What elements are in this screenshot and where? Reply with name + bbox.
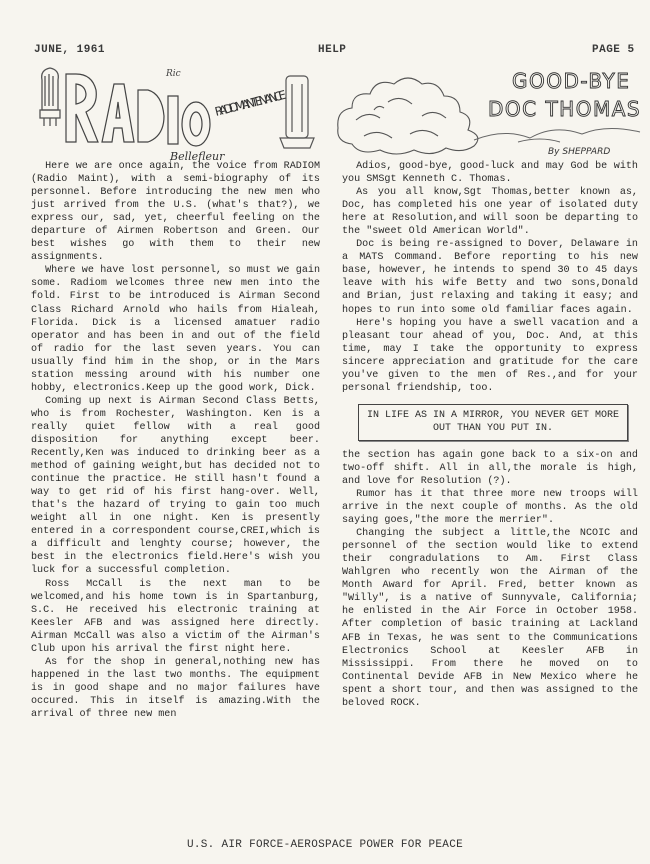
article-paragraph: As you all know,Sgt Thomas,better known as, Doc, has completed his one year of isolated duty here at Resolution,and will soon be departing to the "sweet Old American World". bbox=[342, 187, 638, 238]
article-paragraph: the section has again gone back to a six-on and two-off shift. All in all,the morale is high, and love for Resolution (?). bbox=[342, 449, 638, 487]
article-paragraph: Rumor has it that three more new troops will arrive in the next couple of months. As the old saying goes,"the more the merrier". bbox=[342, 488, 638, 527]
article-paragraph: Ross McCall is the next man to be welcomed,and his home town is in Spartanburg, S.C. He received his electronic training at Keesler AFB and was assigned here directly. Airman McCall was also a victim of the Airman's Club upon his arrival the first night here. bbox=[31, 578, 320, 655]
issue-date: JUNE, 1961 bbox=[34, 44, 106, 56]
masthead-title: RADIO MAINTENANCE bbox=[213, 87, 289, 119]
article-paragraph: As for the shop in general,nothing new has happened in the last two months. The equipment is in good shape and no major failures have occured. This in itself is amazing.With the arrival of three new men bbox=[31, 656, 320, 720]
article-paragraph: Doc is being re-assigned to Dover, Delaware in a MATS Command. Before reporting to his new base, however, he intends to spend 30 to 45 days leave with his wife Betty and two sons,Donald and Brian, just relaxing and taking it easy; and hopes to run into some old familiar faces again. bbox=[342, 239, 638, 316]
article-paragraph: Here we are once again, the voice from RADIOM (Radio Maint), with a semi-biography of its personnel. Before introducing the new men who just arrived from the U.S. (what's that?), we express our, sad, yet, cheerful feeling on the departure of Airmen Robertson and Green. Our best wishes go with them to their new assignments. bbox=[31, 161, 320, 264]
radio-maintenance-article bbox=[31, 160, 320, 721]
quote-box: IN LIFE AS IN A MIRROR, YOU NEVER GET MORE OUT THAN YOU PUT IN. bbox=[358, 404, 628, 441]
article-paragraph: Where we have lost personnel, so must we gain some. Radiom welcomes three new men into the fold. First to be introduced is Airman Second Class Richard Arnold who hails from Hialeah, Florida. Dick is a licensed amatuer radio operator and has been in and out of the field of radio for the last seven years. You can usually find him in the shop, or in the Mars station messing around with his number one hobby, electronics.Keep up the good work, Dick. bbox=[31, 265, 320, 394]
article-paragraph: Changing the subject a little,the NCOIC and personnel of the section would like to extend their congradulations to Am. First Class Wahlgren who recently won the Airman of the Month Award for April. Fred, better known as "Willy", is a native of Sunnyvale, California; he enlisted in the Air Force in October 1958. After completion of basic training at Lackland AFB in Texas, he was sent to the Communications Electronics School at Keesler AFB in Mississippi. From there he moved on to Continental Devide AFB in New Mexico where he spent a short tour, and then was assigned to the beloved ROCK. bbox=[342, 528, 638, 709]
hills-drawing bbox=[474, 128, 640, 142]
page-number: PAGE 5 bbox=[592, 44, 635, 56]
article-paragraph: Adios, good-bye, good-luck and may God be with you SMSgt Kenneth C. Thomas. bbox=[342, 161, 638, 186]
masthead-location: Bellefleur bbox=[170, 150, 225, 162]
radio-maintenance-masthead bbox=[30, 62, 320, 162]
goodbye-article bbox=[342, 160, 638, 710]
article-paragraph: Here's hoping you have a swell vacation and a pleasant tour ahead of you, Doc. And, at this time, may I take the opportunity to express sincere appreciation and gratitude for the care you've given to the men of Res.,and for your personal friendship, too. bbox=[342, 317, 638, 394]
footer-slogan: U.S. AIR FORCE-AEROSPACE POWER FOR PEACE bbox=[186, 839, 464, 851]
cloud-drawing bbox=[338, 78, 478, 154]
masthead-prefix: Ric bbox=[166, 69, 181, 79]
goodbye-title-line1: GOOD-BYE bbox=[512, 69, 631, 93]
goodbye-title-line2: DOC THOMAS bbox=[488, 97, 642, 121]
article-paragraph: Coming up next is Airman Second Class Betts, who is from Rochester, Washington. Ken is a really quiet fellow with a real good disposition for anything except beer. Recently,Ken was induced to drinking beer as a method of gaining weight,but has decided not to continue the practice. He still hasn't found a way to get rid of his first hang-over. Well, that's the hazard of trying to gain too much weight all in one night. Ken is presently entered in a correspondent course,CREI,which is a difficult and lenghty course; however, the best in the electronics field.Here's wish you luck for a successful completion. bbox=[31, 395, 320, 577]
artist-credit: By SHEPPARD bbox=[548, 147, 611, 157]
goodbye-masthead bbox=[334, 58, 644, 160]
vacuum-tube-icon bbox=[40, 68, 60, 126]
newsletter-title: HELP bbox=[318, 44, 347, 56]
soldering-iron-icon bbox=[280, 76, 314, 148]
